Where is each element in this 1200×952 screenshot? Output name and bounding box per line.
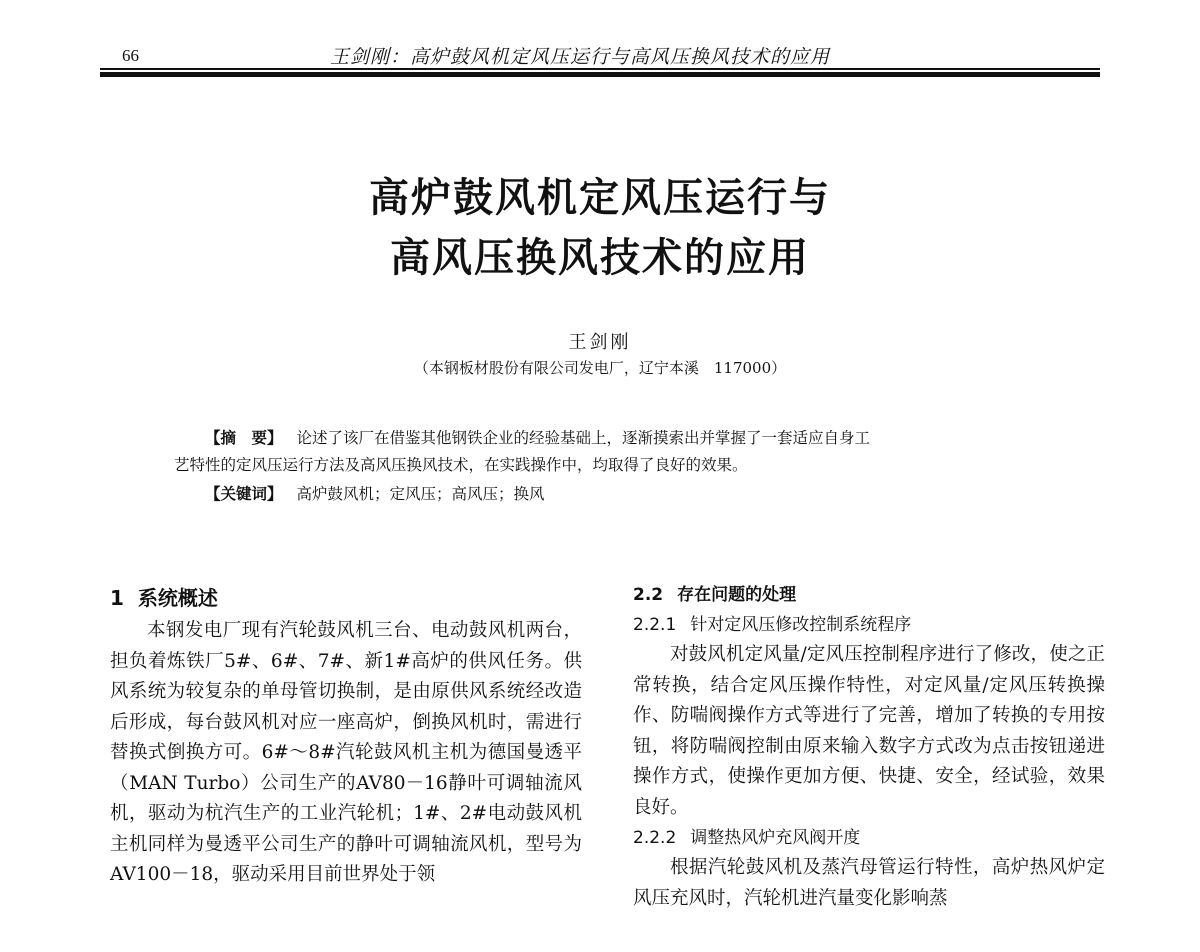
section-2-2-number: 2.2 bbox=[633, 585, 664, 605]
paper-title-line-2: 高风压换风技术的应用 bbox=[390, 234, 810, 281]
header-rule-thick bbox=[100, 72, 1100, 77]
left-column bbox=[110, 580, 582, 891]
abstract-line-2 bbox=[174, 452, 748, 479]
section-1-number: 1 bbox=[110, 586, 124, 610]
right-column bbox=[633, 580, 1105, 914]
abstract-text-1: 论述了该厂在借鉴其他钢铁企业的经验基础上，逐渐摸索出并掌握了一套适应自身工 bbox=[296, 429, 871, 447]
section-2-2-title: 存在问题的处理 bbox=[677, 585, 797, 605]
running-head: 王剑刚：高炉鼓风机定风压运行与高风压换风技术的应用 bbox=[330, 46, 831, 68]
keywords-line bbox=[205, 480, 545, 508]
section-1-title: 系统概述 bbox=[137, 586, 218, 610]
author-affiliation: （本钢板材股份有限公司发电厂，辽宁本溪 117000） bbox=[413, 359, 787, 377]
section-2-2-2-title: 调整热风炉充风阀开度 bbox=[690, 828, 861, 848]
section-2-2-2-paragraph: 根据汽轮鼓风机及蒸汽母管运行特性，高炉热风炉定风压充风时，汽轮机进汽量变化影响蒸 bbox=[633, 857, 1105, 909]
keywords-text: 高炉鼓风机；定风压；高风压；换风 bbox=[296, 485, 545, 503]
section-2-2-2-number: 2.2.2 bbox=[633, 828, 677, 848]
author-name: 王剑刚 bbox=[568, 332, 632, 353]
section-2-2-heading bbox=[633, 580, 1105, 610]
abstract-label: 【摘 要】 bbox=[205, 428, 283, 447]
section-1-paragraph: 本钢发电厂现有汽轮鼓风机三台、电动鼓风机两台，担负着炼铁厂5#、6#、7#、新1#高炉的供风任务。供风系统为较复杂的单母管切换制，是由原供风系统经改造后形成，每台鼓风机对应一座高炉，倒换风机时，需进行替换式倒换方可。6#～8#汽轮鼓风机主机为德国曼透平（MAN Turbo）公司生产的AV80－16静叶可调轴流风机，驱动为杭汽生产的工业汽轮机；1#、2#电动鼓风机主机同样为曼透平公司生产的静叶可调轴流风机，型号为AV100－18，驱动采用目前世界处于领 bbox=[110, 620, 582, 885]
keywords-label: 【关键词】 bbox=[205, 484, 283, 503]
section-1-heading bbox=[110, 580, 582, 616]
section-2-2-1-paragraph: 对鼓风机定风量/定风压控制程序进行了修改，使之正常转换，结合定风压操作特性，对定风量/定风压转换操作、防喘阀操作方式等进行了完善，增加了转换的专用按钮，将防喘阀控制由原来输入数字方式改为点击按钮递进操作方式，使操作更加方便、快捷、安全，经试验，效果良好。 bbox=[633, 644, 1105, 818]
section-2-2-1-heading bbox=[633, 610, 1105, 640]
section-2-2-2-heading bbox=[633, 823, 1105, 853]
abstract-line-1 bbox=[205, 424, 870, 452]
section-2-2-1-title: 针对定风压修改控制系统程序 bbox=[690, 615, 912, 635]
header-rule-thin bbox=[100, 68, 1100, 70]
paper-title-line-1: 高炉鼓风机定风压运行与 bbox=[369, 174, 831, 221]
abstract-text-2: 艺特性的定风压运行方法及高风压换风技术，在实践操作中，均取得了良好的效果。 bbox=[174, 456, 748, 474]
page-number: 66 bbox=[122, 46, 139, 65]
section-2-2-1-number: 2.2.1 bbox=[633, 615, 677, 635]
